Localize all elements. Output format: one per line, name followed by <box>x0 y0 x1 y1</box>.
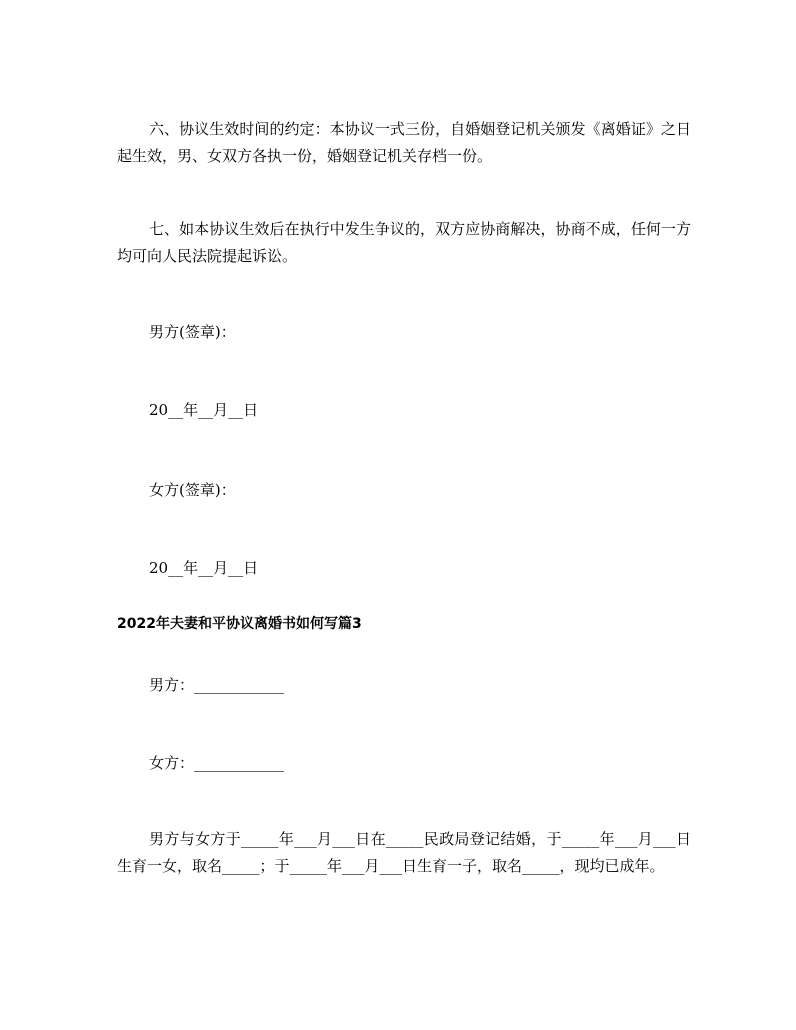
female-signature-label: 女方(签章)： <box>149 481 236 499</box>
female-name-field: 女方：____________ <box>149 754 285 772</box>
clause-six-paragraph: 六、协议生效时间的约定：本协议一式三份，自婚姻登记机关颁发《离婚证》之日起生效，男、女双方各执一份，婚姻登记机关存档一份。 <box>117 120 691 165</box>
marriage-info-paragraph: 男方与女方于_____年___月___日在_____民政局登记结婚，于_____年___月___日生育一女，取名_____；于_____年___月___日生育一子，取名_____，现均已成年。 <box>117 830 691 875</box>
female-date-line: 20__年__月__日 <box>149 559 259 577</box>
male-signature-label: 男方(签章)： <box>149 323 236 341</box>
section-heading: 2022年夫妻和平协议离婚书如何写篇3 <box>117 616 362 632</box>
clause-seven-paragraph: 七、如本协议生效后在执行中发生争议的，双方应协商解决，协商不成，任何一方均可向人民法院提起诉讼。 <box>117 220 691 265</box>
male-date-line: 20__年__月__日 <box>149 401 259 419</box>
male-name-field: 男方：____________ <box>149 676 285 694</box>
